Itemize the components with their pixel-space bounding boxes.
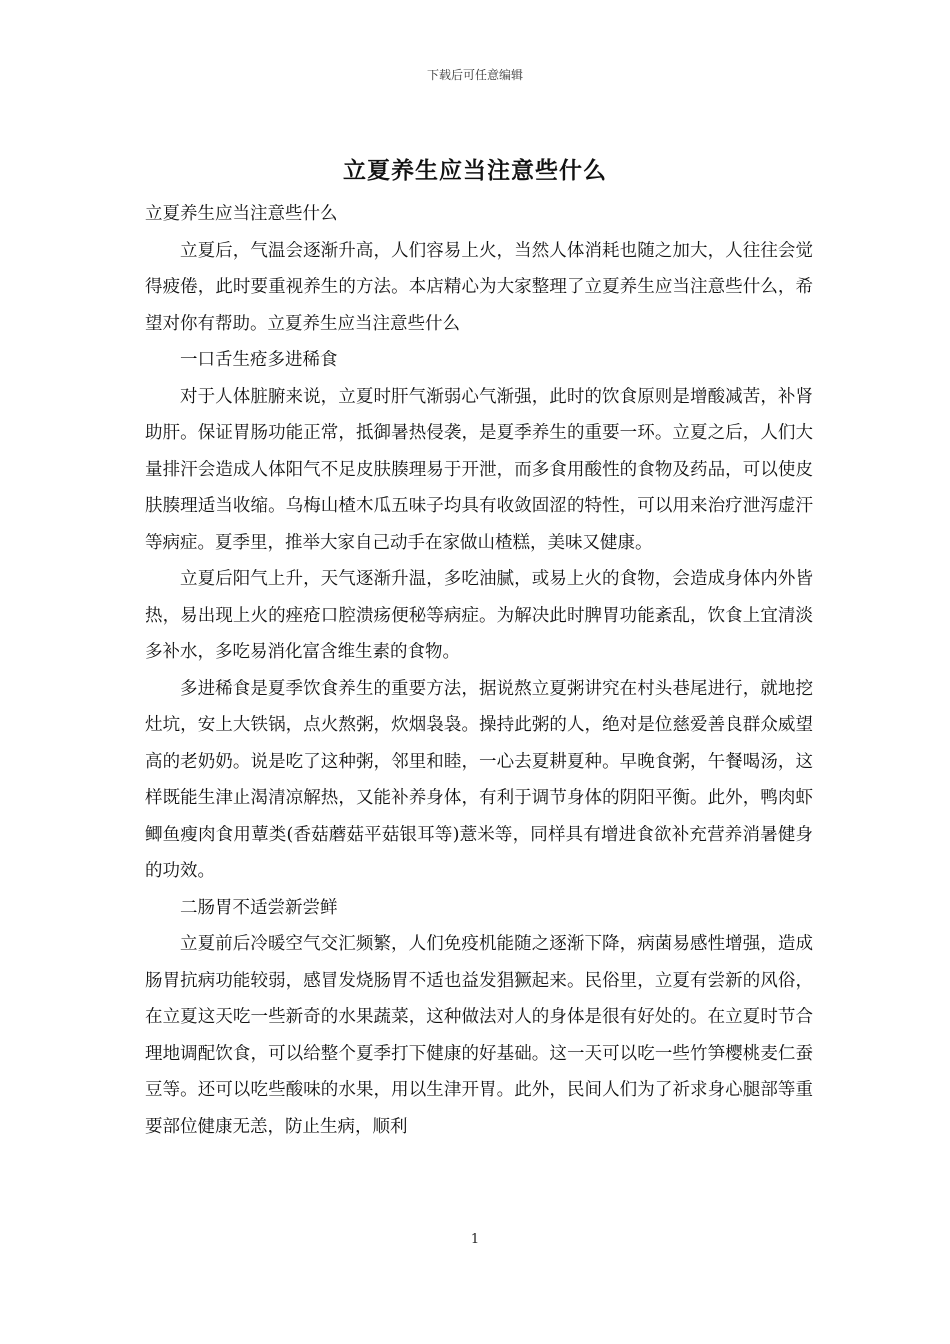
section-heading-2: 二肠胃不适尝新尝鲜 (180, 897, 338, 918)
paragraph-subtitle: 立夏养生应当注意些什么 (145, 204, 338, 224)
paragraph: 对于人体脏腑来说，立夏时肝气渐弱心气渐强，此时的饮食原则是增酸减苦，补肾助肝。保证胃肠功能正常，抵御暑热侵袭，是夏季养生的重要一环。立夏之后，人们大量排汗会造成人体阳气不足皮肤腠理易于开泄，而多食用酸性的食物及药品，可以使皮肤腠理适当收缩。乌梅山楂木瓜五味子均具有收敛固涩的特性，可以用来治疗泄泻虚汗等病症。夏季里，推举大家自己动手在家做山楂糕，美味又健康。 (145, 386, 813, 553)
paragraph: 立夏前后冷暖空气交汇频繁，人们免疫机能随之逐渐下降，病菌易感性增强，造成肠胃抗病功能较弱，感冒发烧肠胃不适也益发猖獗起来。民俗里，立夏有尝新的风俗，在立夏这天吃一些新奇的水果蔬菜，这种做法对人的身体是很有好处的。在立夏时节合理地调配饮食，可以给整个夏季打下健康的好基础。这一天可以吃一些竹笋樱桃麦仁蚕豆等。还可以吃些酸味的水果，用以生津开胃。此外，民间人们为了祈求身心腿部等重要部位健康无恙，防止生病，顺利 (145, 934, 813, 1137)
section-heading-1: 一口舌生疮多进稀食 (180, 350, 338, 370)
paragraph: 立夏后阳气上升，天气逐渐升温，多吃油腻，或易上火的食物，会造成身体内外皆热，易出现上火的痤疮口腔溃疡便秘等病症。为解决此时脾胃功能紊乱，饮食上宜清淡多补水，多吃易消化富含维生素的食物。 (145, 569, 813, 662)
page-number: 1 (470, 1232, 480, 1247)
document-title: 立夏养生应当注意些什么 (343, 157, 607, 184)
document-body (145, 196, 813, 1145)
paragraph: 立夏后，气温会逐渐升高，人们容易上火，当然人体消耗也随之加大，人往往会觉得疲倦，此时要重视养生的方法。本店精心为大家整理了立夏养生应当注意些什么，希望对你有帮助。立夏养生应当注意些什么 (145, 240, 813, 334)
paragraph: 多进稀食是夏季饮食养生的重要方法，据说熬立夏粥讲究在村头巷尾进行，就地挖灶坑，安上大铁锅，点火熬粥，炊烟袅袅。操持此粥的人，绝对是位慈爱善良群众威望高的老奶奶。说是吃了这种粥，邻里和睦，一心去夏耕夏种。早晚食粥，午餐喝汤，这样既能生津止渴清凉解热，又能补养身体，有利于调节身体的阴阳平衡。此外，鸭肉虾鲫鱼瘦肉食用蕈类(香菇蘑菇平菇银耳等)薏米等，同样具有增进食欲补充营养消暑健身的功效。 (145, 678, 813, 881)
header-note: 下载后可任意编辑 (426, 68, 523, 82)
